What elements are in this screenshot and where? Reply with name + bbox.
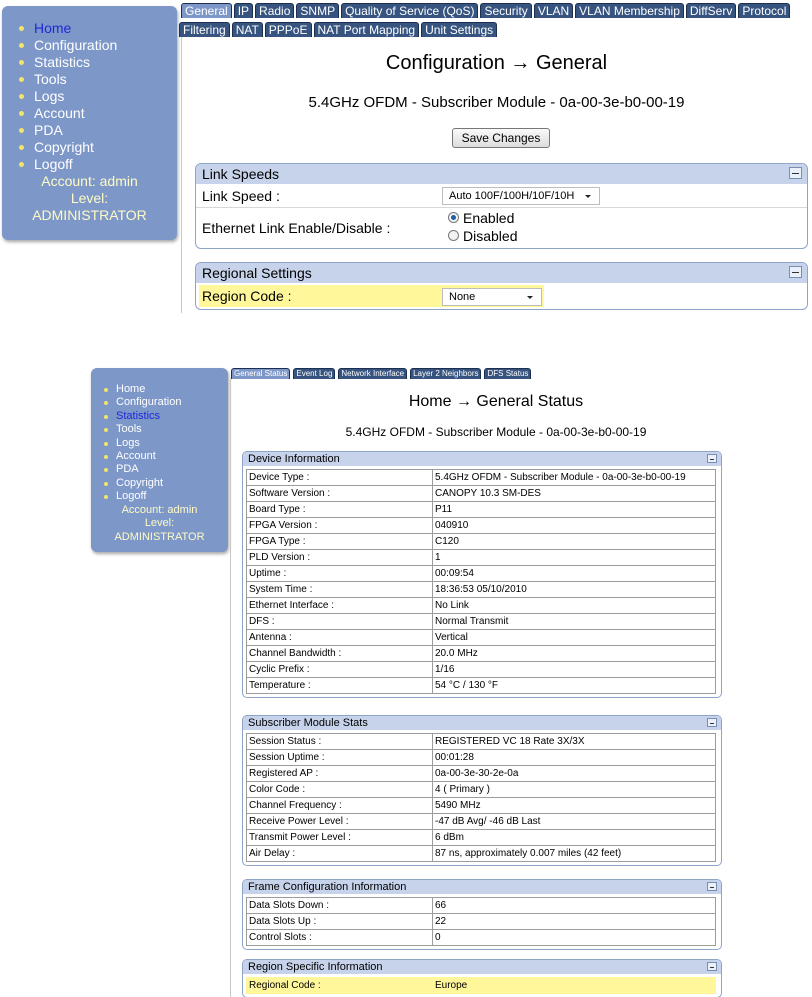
row-value: 1 (433, 550, 716, 566)
nav-item-tools[interactable]: Tools (116, 423, 228, 436)
frame-configuration-information-panel (242, 879, 722, 950)
panel-header (243, 716, 721, 730)
table-row (247, 582, 716, 598)
collapse-icon[interactable] (707, 882, 717, 891)
tab-pppoe[interactable]: PPPoE (265, 22, 312, 37)
collapse-icon[interactable] (789, 266, 802, 278)
collapse-icon[interactable] (707, 718, 717, 727)
table-row (247, 914, 716, 930)
row-value: 00:09:54 (433, 566, 716, 582)
row-label: Receive Power Level : (247, 814, 433, 830)
link-speed-value: Auto 100F/100H/10F/10H (449, 190, 575, 202)
panel-header (243, 960, 721, 974)
table-row (247, 662, 716, 678)
tab-unit-settings[interactable]: Unit Settings (421, 22, 497, 37)
config-tab-bar (181, 3, 811, 37)
table-row (247, 930, 716, 946)
table-row (247, 766, 716, 782)
row-value: 5.4GHz OFDM - Subscriber Module - 0a-00-3e-b0-00-19 (433, 470, 716, 486)
tab-vlan-membership[interactable]: VLAN Membership (575, 3, 684, 18)
row-label: Color Code : (247, 782, 433, 798)
row-value: -47 dB Avg/ -46 dB Last (433, 814, 716, 830)
row-value: 87 ns, approximately 0.007 miles (42 feet) (433, 846, 716, 862)
table-row (247, 734, 716, 750)
nav-item-tools[interactable]: Tools (34, 71, 177, 88)
row-label: DFS : (247, 614, 433, 630)
table-row (247, 598, 716, 614)
table-row (247, 614, 716, 630)
panel-title: Frame Configuration Information (248, 881, 407, 893)
table-row (247, 678, 716, 694)
table-row (247, 782, 716, 798)
table-row (247, 486, 716, 502)
nav-item-pda[interactable]: PDA (116, 463, 228, 476)
row-label: Session Status : (247, 734, 433, 750)
device-subtitle: 5.4GHz OFDM - Subscriber Module - 0a-00-3e-b0-00-19 (308, 94, 685, 111)
row-label: Regional Code : (247, 978, 433, 994)
table-row (247, 814, 716, 830)
row-label: FPGA Type : (247, 534, 433, 550)
tab-diffserv[interactable]: DiffServ (686, 3, 736, 18)
tab-network-interface[interactable]: Network Interface (338, 368, 407, 379)
subscriber-module-stats-panel (242, 715, 722, 866)
row-value: 0 (433, 930, 716, 946)
row-label: Ethernet Interface : (247, 598, 433, 614)
chevron-down-icon (527, 296, 533, 299)
row-value: 54 °C / 130 °F (433, 678, 716, 694)
panel-title: Subscriber Module Stats (248, 717, 368, 729)
row-value: 20.0 MHz (433, 646, 716, 662)
config-general-screen (0, 0, 812, 313)
account-name: Account: admin (41, 173, 138, 189)
account-name: Account: admin (121, 503, 198, 516)
link-speed-select[interactable] (442, 187, 600, 205)
nav-item-logoff[interactable]: Logoff (116, 490, 228, 503)
main-nav-menu (91, 368, 228, 552)
nav-item-logoff[interactable]: Logoff (34, 156, 177, 173)
tab-event-log[interactable]: Event Log (293, 368, 335, 379)
nav-item-account[interactable]: Account (34, 105, 177, 122)
ethernet-link-row (196, 208, 807, 248)
tab-general-status[interactable]: General Status (231, 368, 290, 379)
page-title: Configuration → General (385, 52, 608, 74)
tab-vlan[interactable]: VLAN (534, 3, 573, 18)
row-value: Vertical (433, 630, 716, 646)
panel-title: Device Information (248, 453, 340, 465)
device-information-panel (242, 451, 722, 698)
panel-header (196, 164, 807, 184)
nav-item-statistics[interactable]: Statistics (116, 410, 228, 423)
tab-quality-of-service-qos[interactable]: Quality of Service (QoS) (341, 3, 478, 18)
account-level: Level: (144, 517, 175, 530)
tab-filtering[interactable]: Filtering (179, 22, 230, 37)
row-value: 66 (433, 898, 716, 914)
table-row (247, 502, 716, 518)
home-general-status-screen (88, 365, 812, 997)
account-role: ADMINISTRATOR (114, 531, 205, 544)
row-label: Session Uptime : (247, 750, 433, 766)
region-code-label: Region Code : (202, 288, 292, 304)
row-label: Channel Frequency : (247, 798, 433, 814)
row-label: Air Delay : (247, 846, 433, 862)
row-label: Data Slots Down : (247, 898, 433, 914)
panel-header (196, 263, 807, 283)
tab-dfs-status[interactable]: DFS Status (484, 368, 531, 379)
row-value: 040910 (433, 518, 716, 534)
nav-item-account[interactable]: Account (116, 450, 228, 463)
table-row (247, 630, 716, 646)
tab-snmp[interactable]: SNMP (296, 3, 339, 18)
panel-title: Link Speeds (202, 166, 280, 182)
link-speeds-panel (195, 163, 808, 249)
disabled-option[interactable] (448, 228, 517, 244)
content-divider (230, 379, 231, 997)
tab-radio[interactable]: Radio (255, 3, 294, 18)
row-label: Channel Bandwidth : (247, 646, 433, 662)
enabled-radio[interactable] (448, 212, 459, 223)
row-label: FPGA Version : (247, 518, 433, 534)
nav-item-copyright[interactable]: Copyright (34, 139, 177, 156)
row-value: REGISTERED VC 18 Rate 3X/3X (433, 734, 716, 750)
panel-header (243, 880, 721, 894)
enabled-label: Enabled (463, 210, 515, 226)
table-row (247, 898, 716, 914)
row-label: Registered AP : (247, 766, 433, 782)
save-changes-button[interactable]: Save Changes (452, 128, 550, 148)
collapse-icon[interactable] (707, 962, 717, 971)
row-label: System Time : (247, 582, 433, 598)
row-label: PLD Version : (247, 550, 433, 566)
collapse-icon[interactable] (789, 167, 802, 179)
content-divider (181, 37, 182, 313)
row-label: Board Type : (247, 502, 433, 518)
row-value: P11 (433, 502, 716, 518)
row-value: CANOPY 10.3 SM-DES (433, 486, 716, 502)
tab-nat-port-mapping[interactable]: NAT Port Mapping (314, 22, 420, 37)
info-table (246, 733, 716, 862)
info-table (246, 897, 716, 946)
table-row (247, 846, 716, 862)
row-label: Data Slots Up : (247, 914, 433, 930)
row-label: Cyclic Prefix : (247, 662, 433, 678)
nav-item-home[interactable]: Home (34, 20, 177, 37)
row-value: C120 (433, 534, 716, 550)
nav-item-logs[interactable]: Logs (34, 88, 177, 105)
region-code-select[interactable] (442, 288, 542, 306)
link-speed-label: Link Speed : (202, 188, 280, 204)
row-label: Temperature : (247, 678, 433, 694)
table-row (247, 750, 716, 766)
row-value: 00:01:28 (433, 750, 716, 766)
account-role: ADMINISTRATOR (32, 207, 147, 223)
table-row (247, 470, 716, 486)
tab-layer-2-neighbors[interactable]: Layer 2 Neighbors (410, 368, 481, 379)
info-table (246, 469, 716, 694)
link-speed-row (196, 185, 807, 208)
collapse-icon[interactable] (707, 454, 717, 463)
main-nav-menu (2, 6, 177, 240)
tab-general[interactable]: General (181, 3, 232, 18)
row-label: Control Slots : (247, 930, 433, 946)
row-value: Normal Transmit (433, 614, 716, 630)
row-value: 4 ( Primary ) (433, 782, 716, 798)
tab-ip[interactable]: IP (234, 3, 253, 18)
regional-settings-panel (195, 262, 808, 310)
enabled-option[interactable] (448, 210, 514, 226)
row-label: Uptime : (247, 566, 433, 582)
table-row (247, 550, 716, 566)
row-label: Transmit Power Level : (247, 830, 433, 846)
table-row (247, 518, 716, 534)
nav-item-logs[interactable]: Logs (116, 437, 228, 450)
nav-item-home[interactable]: Home (116, 383, 228, 396)
region-specific-information-panel (242, 959, 722, 997)
tab-protocol[interactable]: Protocol (738, 3, 790, 18)
tab-nat[interactable]: NAT (232, 22, 263, 37)
row-value: 22 (433, 914, 716, 930)
row-value: 18:36:53 05/10/2010 (433, 582, 716, 598)
table-row (247, 534, 716, 550)
row-label: Device Type : (247, 470, 433, 486)
table-row (247, 978, 716, 994)
disabled-label: Disabled (463, 228, 518, 244)
row-label: Software Version : (247, 486, 433, 502)
disabled-radio[interactable] (448, 230, 459, 241)
row-value: 6 dBm (433, 830, 716, 846)
region-code-value: None (449, 291, 476, 303)
row-value: No Link (433, 598, 716, 614)
nav-item-configuration[interactable]: Configuration (116, 396, 228, 409)
page-title: Home → General Status (408, 393, 584, 410)
table-row (247, 830, 716, 846)
table-row (247, 798, 716, 814)
account-level: Level: (70, 190, 109, 206)
panel-title: Region Specific Information (248, 961, 383, 973)
nav-item-pda[interactable]: PDA (34, 122, 177, 139)
row-value: 5490 MHz (433, 798, 716, 814)
panel-title: Regional Settings (202, 265, 312, 281)
chevron-down-icon (585, 195, 591, 198)
info-table (246, 977, 716, 994)
device-subtitle: 5.4GHz OFDM - Subscriber Module - 0a-00-3e-b0-00-19 (345, 425, 647, 439)
row-label: Antenna : (247, 630, 433, 646)
row-value: 0a-00-3e-30-2e-0a (433, 766, 716, 782)
row-value: Europe (433, 978, 716, 994)
table-row (247, 646, 716, 662)
nav-item-copyright[interactable]: Copyright (116, 477, 228, 490)
region-code-row (196, 284, 807, 308)
tab-security[interactable]: Security (480, 3, 531, 18)
panel-header (243, 452, 721, 466)
table-row (247, 566, 716, 582)
status-tab-bar (231, 368, 811, 380)
nav-item-statistics[interactable]: Statistics (34, 54, 177, 71)
row-value: 1/16 (433, 662, 716, 678)
ethernet-link-label: Ethernet Link Enable/Disable : (202, 220, 391, 236)
nav-item-configuration[interactable]: Configuration (34, 37, 177, 54)
